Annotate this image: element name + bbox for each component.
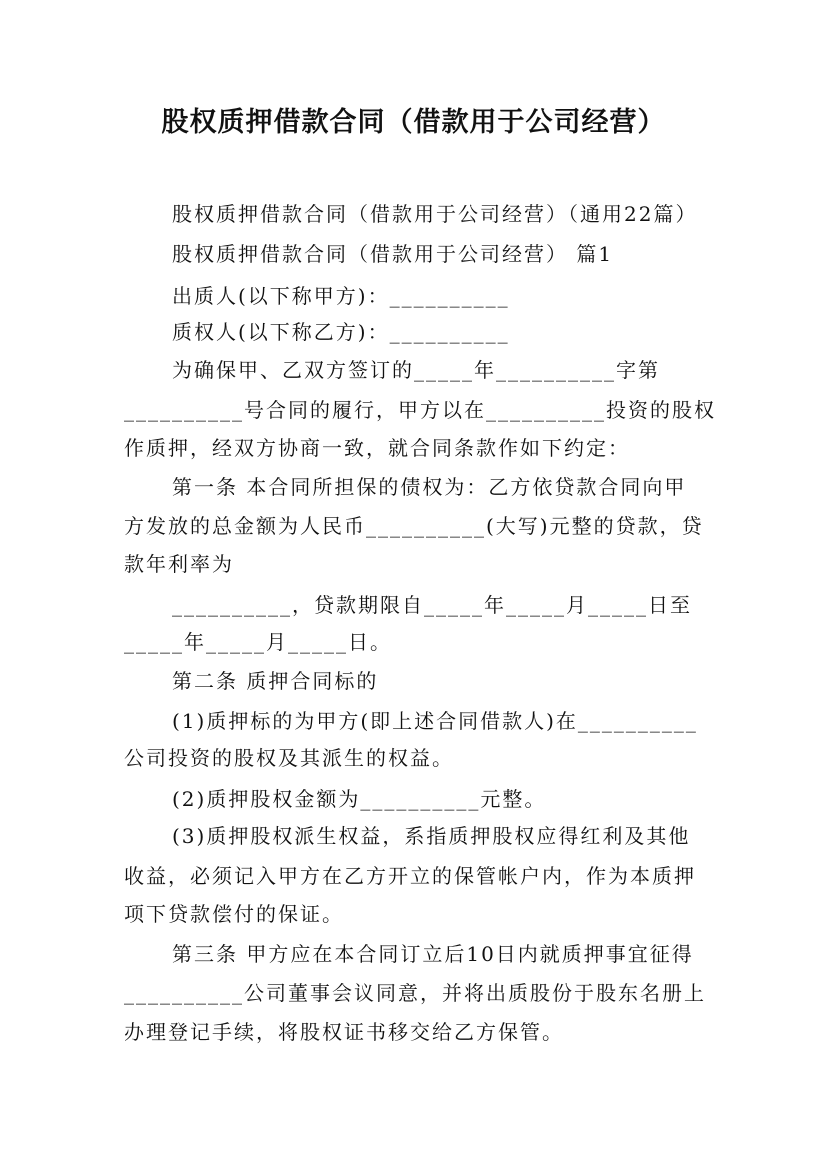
paragraph-line: 方发放的总金额为人民币__________(大写)元整的贷款，贷 (124, 514, 704, 538)
subtitle-line: 股权质押借款合同（借款用于公司经营）（通用22篇） (172, 202, 698, 226)
paragraph-line: 作质押，经双方协商一致，就合同条款作如下约定： (124, 436, 630, 460)
paragraph-line: __________号合同的履行，甲方以在__________投资的股权 (124, 398, 716, 422)
paragraph-line: 收益，必须记入甲方在乙方开立的保管帐户内，作为本质押 (124, 864, 696, 888)
paragraph-line: 项下贷款偿付的保证。 (124, 902, 344, 926)
article-1-line: 第一条 本合同所担保的债权为：乙方依贷款合同向甲 (172, 475, 687, 499)
paragraph-line: __________，贷款期限自_____年_____月_____日至 (172, 593, 692, 617)
article-2-heading: 第二条 质押合同标的 (172, 669, 379, 693)
section-heading: 股权质押借款合同（借款用于公司经营） 篇1 (172, 242, 614, 266)
document-title: 股权质押借款合同（借款用于公司经营） (161, 107, 666, 138)
article-3-line: 第三条 甲方应在本合同订立后10日内就质押事宜征得 (172, 942, 694, 966)
paragraph-line: _____年_____月_____日。 (124, 630, 392, 654)
paragraph-line: 办理登记手续，将股权证书移交给乙方保管。 (124, 1020, 564, 1044)
clause-1-line: (1)质押标的为甲方(即上述合同借款人)在__________ (172, 709, 698, 733)
clause-2-line: (2)质押股权金额为__________元整。 (172, 787, 547, 811)
pledgor-line: 出质人(以下称甲方)：__________ (172, 284, 510, 308)
paragraph-line: 款年利率为 (124, 552, 234, 576)
pledgee-line: 质权人(以下称乙方)：__________ (172, 320, 510, 344)
clause-3-line: (3)质押股权派生权益，系指质押股权应得红利及其他 (172, 824, 691, 848)
paragraph-line: 为确保甲、乙双方签订的_____年__________字第 (172, 358, 660, 382)
paragraph-line: 公司投资的股权及其派生的权益。 (124, 746, 454, 770)
paragraph-line: __________公司董事会议同意，并将出质股份于股东名册上 (124, 981, 706, 1005)
